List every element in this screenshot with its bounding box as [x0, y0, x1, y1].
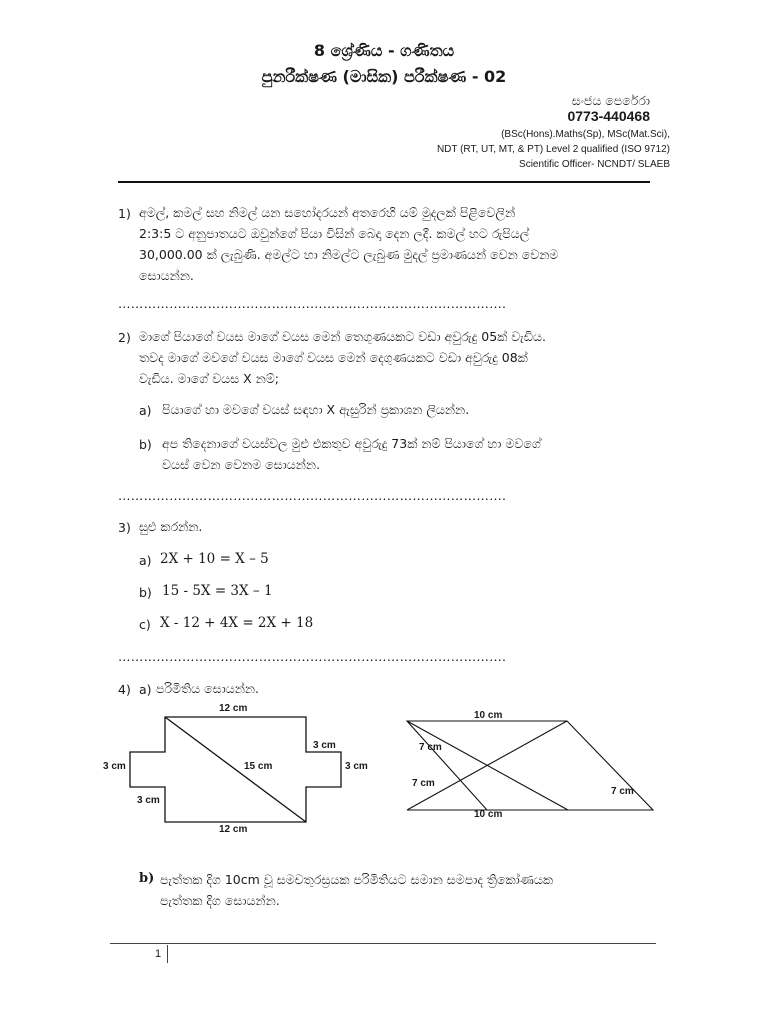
fig2-bottom-label: 10 cm	[474, 809, 503, 820]
cross-shape-figure	[130, 717, 341, 822]
q1-line: සොයන්න.	[139, 268, 194, 283]
q3-number: 3)	[118, 520, 131, 535]
author-name: සංජය පෙරේරා	[571, 93, 650, 108]
cross-shape-diagonal	[165, 717, 306, 822]
answer-dotted-line: ……………………………………………………………………………….	[118, 649, 507, 664]
fig1-top-label: 12 cm	[219, 703, 248, 714]
q4-number: 4)	[118, 682, 131, 697]
answer-dotted-line: ……………………………………………………………………………….	[118, 488, 507, 503]
q2b-line: වයස් වෙන වෙනම සොයන්න.	[162, 457, 321, 472]
q4a-text: පරිමිතිය සොයන්න.	[156, 681, 259, 696]
q4a-label: a)	[139, 682, 152, 697]
q4b-line: පැත්තක දිග 10cm වූ සමචතුරස්‍රයක පරිමිතියට සමාන සමපාද ත්‍රිකෝණයක	[160, 872, 553, 887]
fig2-lower-right-label: 7 cm	[611, 786, 634, 797]
q1-number: 1)	[118, 206, 131, 221]
q3b-equation: 15 - 5X = 3X – 1	[162, 583, 273, 599]
q2b-line: අප තිදෙනාගේ වයස්වල මුළු එකතුව අවුරුදු 73ක් නම් පියාගේ හා මවගේ	[162, 436, 541, 451]
credential-line: (BSc(Hons).Maths(Sp), MSc(Mat.Sci),	[501, 129, 670, 140]
fig2-top-label: 10 cm	[474, 710, 503, 721]
q4b-line: පැත්තක දිග සොයන්න.	[160, 893, 280, 908]
q3c-label: c)	[139, 617, 151, 632]
q3b-label: b)	[139, 585, 152, 600]
answer-dotted-line: ……………………………………………………………………………….	[118, 296, 507, 311]
title-grade-subject: 8 ශ්‍රේණිය - ගණිතය	[313, 41, 455, 60]
q2a-label: a)	[139, 403, 152, 418]
credential-line: Scientific Officer- NCNDT/ SLAEB	[519, 159, 670, 170]
q3-heading: සුළු කරන්න.	[139, 519, 203, 534]
page-number: 1	[155, 948, 162, 960]
q2b-label: b)	[139, 437, 152, 452]
fig1-diagonal-label: 15 cm	[244, 761, 273, 772]
q2-number: 2)	[118, 330, 131, 345]
fig1-left-label: 3 cm	[103, 761, 126, 772]
title-exam-name: පුනරීක්ෂණ (මාසික) පරීක්ෂණ - 02	[261, 67, 507, 86]
fig1-right-label: 3 cm	[345, 761, 368, 772]
q1-line: අමල්, කමල් සහ නිමල් යන සහෝදරයන් අතරෙහි යම් මුදලක් පිළිවෙලින්	[139, 205, 516, 220]
fig2-lower-left-label: 7 cm	[412, 778, 435, 789]
fig2-upper-left-label: 7 cm	[419, 742, 442, 753]
q3a-equation: 2X + 10 = X – 5	[160, 551, 269, 567]
q4b-text	[160, 869, 652, 911]
fig1-left-step-label: 3 cm	[137, 795, 160, 806]
q2-line: වැඩිය. මාගේ වයස X නම්;	[139, 371, 280, 386]
q2-line: මාගේ පියාගේ වයස මාගේ වයස මෙන් තෙගුණයකට වඩා අවුරුදු 05ක් වැඩිය.	[139, 329, 546, 344]
credential-line: NDT (RT, UT, MT, & PT) Level 2 qualified (ISO 9712)	[436, 144, 670, 155]
q4b-label: b)	[139, 871, 155, 886]
author-phone: 0773-440468	[567, 108, 650, 124]
q2a-text: පියාගේ හා මවගේ වයස් සඳහා X ඇසුරින් ප්‍රකාශන ලියන්න.	[162, 402, 470, 417]
q3a-label: a)	[139, 553, 152, 568]
q2-line: තවද මාගේ මවගේ වයස මාගේ වයස මෙන් දෙගුණයකට වඩා අවුරුදු 08ක්	[139, 350, 528, 365]
fig1-right-step-label: 3 cm	[313, 740, 336, 751]
q1-line: 2:3:5 ට අනුපාතයට ඔවුන්ගේ පියා විසින් බෙදා දෙන ලදී. කමල් හට රුපියල්	[139, 226, 530, 241]
q1-line: 30,000.00 ක් ලැබුණි. අමල්ට හා නිමල්ට ලැබුණ මුදල් ප්‍රමාණයන් වෙන වෙනම	[139, 247, 559, 262]
q3c-equation: X - 12 + 4X = 2X + 18	[160, 615, 314, 631]
page-number-separator	[167, 945, 168, 963]
footer-rule	[110, 943, 656, 944]
fig1-bottom-label: 12 cm	[219, 824, 248, 835]
